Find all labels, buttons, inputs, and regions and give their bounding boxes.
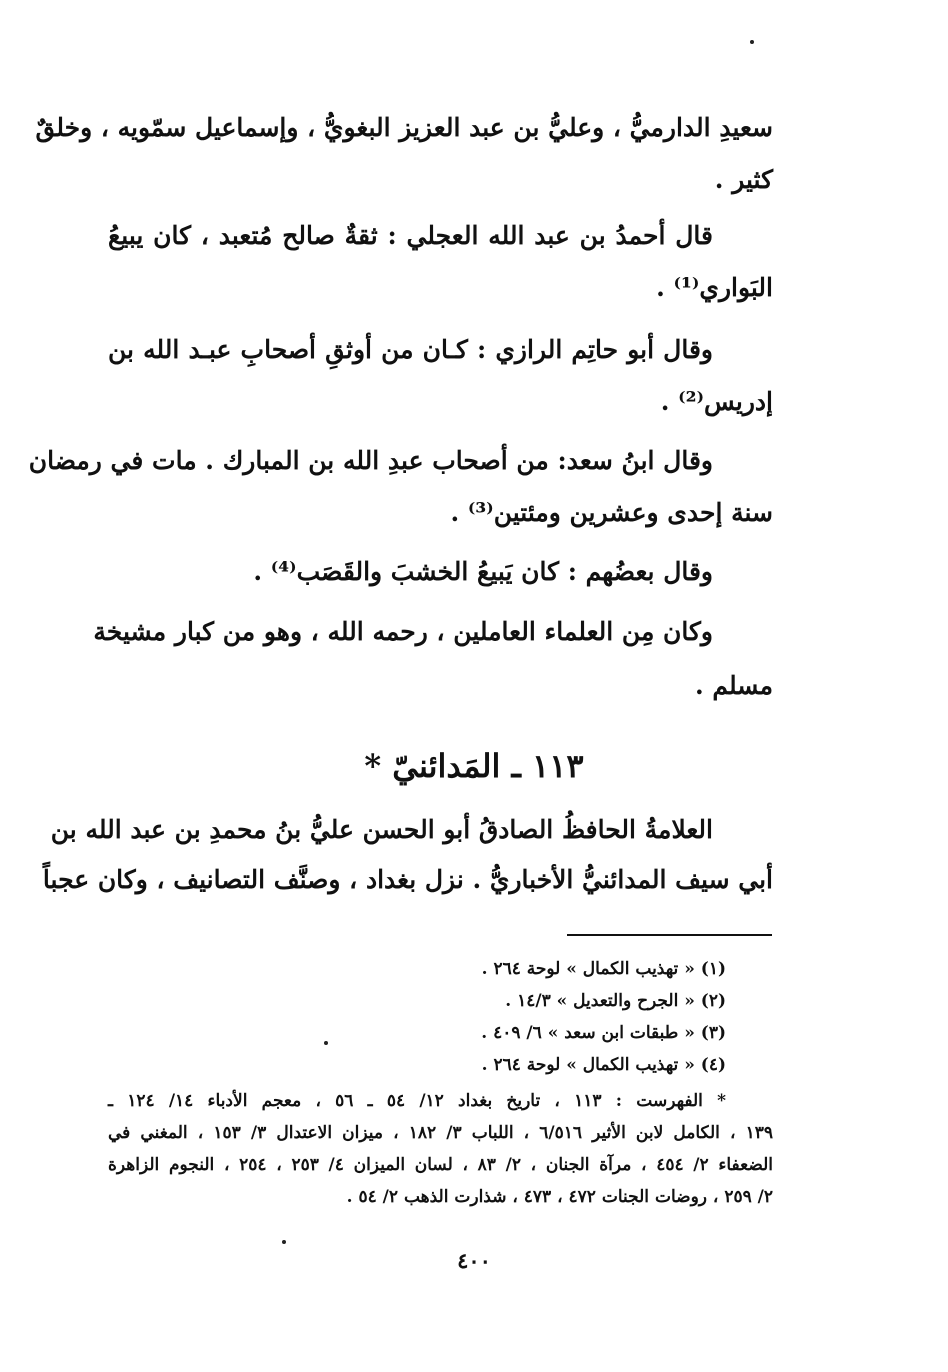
index-note: الضعفاء ٢/ ٤٥٤ ، مرآة الجنان ، ٢/ ٨٣ ، لسان الميزان ٤/ ٢٥٣ ، ٢٥٤ ، النجوم الزاهرة: [108, 1155, 773, 1175]
index-note: ١٣٩ ، الكامل لابن الأثير ٦/٥١٦ ، اللباب ٣/ ١٨٢ ، ميزان الاعتدال ٣/ ١٥٣ ، المغني في: [108, 1123, 773, 1143]
footnote: (٣) « طبقات ابن سعد » ٦/ ٤٠٩ .: [481, 1023, 726, 1043]
footnote: (٢) « الجرح والتعديل » ١٤/٣ .: [505, 991, 726, 1011]
scan-speck: [282, 1240, 286, 1244]
scan-speck: [750, 40, 754, 44]
body-line: وقال ابنُ سعد: من أصحاب عبدِ الله بن المبارك . مات في رمضان: [28, 446, 713, 475]
footnote: (١) « تهذيب الكمال » لوحة ٢٦٤ .: [481, 959, 726, 979]
body-line: سنة إحدى وعشرين ومئتين⁽³⁾ .: [450, 498, 773, 527]
footnote: (٤) « تهذيب الكمال » لوحة ٢٦٤ .: [481, 1055, 726, 1075]
body-line: وكان مِن العلماء العاملين ، رحمه الله ، وهو من كبار مشيخة: [93, 617, 713, 646]
body-line: سعيدِ الدارميُّ ، وعليُّ بن عبد العزيز البغويُّ ، وإسماعيل سمّويه ، وخلقٌ: [35, 113, 773, 142]
scan-speck: [324, 1041, 328, 1045]
body-line: إدريس⁽²⁾ .: [660, 387, 773, 416]
body-line: وقال بعضُهم : كان يَبيعُ الخشبَ والقَصَب⁽⁴⁾ .: [253, 557, 713, 586]
index-note: ٢/ ٢٥٩ ، روضات الجنات ٤٧٢ ، ٤٧٣ ، شذارت الذهب ٢/ ٥٤ .: [346, 1187, 773, 1207]
bio-line: العلامةُ الحافظُ الصادقُ أبو الحسن عليُّ بنُ محمدِ بن عبد الله بن: [50, 815, 713, 844]
body-line: قال أحمدُ بن عبد الله العجلي : ثقةٌ صالح مُتعبد ، كان يبيعُ: [108, 221, 713, 250]
bio-line: أبي سيف المدائنيُّ الأخباريُّ . نزل بغداد ، وصنَّف التصانيف ، وكان عجباً: [42, 865, 773, 894]
body-line: البَواري⁽¹⁾ .: [656, 273, 773, 302]
section-heading: ١١٣ ـ المَدائنيّ *: [364, 747, 584, 785]
footnote-separator: [567, 934, 772, 936]
body-line: مسلم .: [694, 671, 773, 700]
body-line: كثير .: [714, 165, 773, 194]
body-line: وقال أبو حاتِم الرازي : كـان من أوثقِ أصحابِ عبـد الله بن: [108, 335, 713, 364]
index-note: * الفهرست : ١١٣ ، تاريخ بغداد ١٢/ ٥٤ ـ ٥٦ ، معجم الأدباء ١٤/ ١٢٤ ـ: [108, 1091, 727, 1111]
page-number: ٤٠٠: [457, 1248, 491, 1273]
